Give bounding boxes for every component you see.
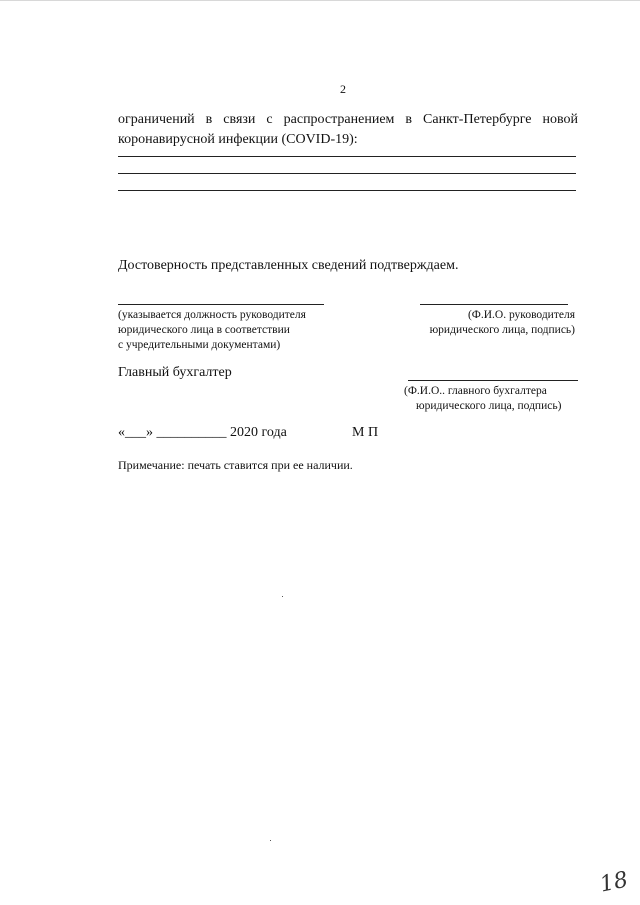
caption-line: юридического лица, подпись) — [429, 324, 575, 336]
scan-speck — [282, 596, 283, 597]
page-edge — [0, 0, 640, 1]
blank-fill-line-2 — [118, 173, 576, 174]
chief-accountant-label: Главный бухгалтер — [118, 365, 232, 380]
chief-accountant-signature-line — [408, 380, 578, 381]
head-position-caption — [118, 308, 306, 353]
caption-line: (Ф.И.О.. главного бухгалтера — [404, 385, 547, 397]
date-field: «___» __________ 2020 года — [118, 425, 287, 440]
blank-fill-line-3 — [118, 190, 576, 191]
chief-accountant-caption — [404, 384, 561, 414]
confirmation-statement: Достоверность представленных сведений подтверждаем. — [118, 258, 459, 273]
head-signature-line — [420, 304, 568, 305]
head-position-line — [118, 304, 324, 305]
note: Примечание: печать ставится при ее наличии. — [118, 458, 353, 472]
body-paragraph: ограничений в связи с распространением в Санкт-Петербурге новой коронавирусной инфекции (COVID-19): — [118, 112, 578, 147]
caption-line: юридического лица, подпись) — [416, 400, 562, 412]
head-name-caption — [425, 308, 575, 338]
seal-place-label: М П — [352, 425, 379, 440]
caption-line: (Ф.И.О. руководителя — [467, 309, 575, 321]
handwritten-page-number: 18 — [597, 867, 631, 898]
scan-speck — [270, 840, 271, 841]
caption-line: (указывается должность руководителя — [118, 309, 306, 321]
page-number: 2 — [340, 82, 346, 96]
caption-line: с учредительными документами) — [118, 339, 281, 351]
caption-line: юридического лица в соответствии — [118, 324, 290, 336]
blank-fill-line-1 — [118, 156, 576, 157]
